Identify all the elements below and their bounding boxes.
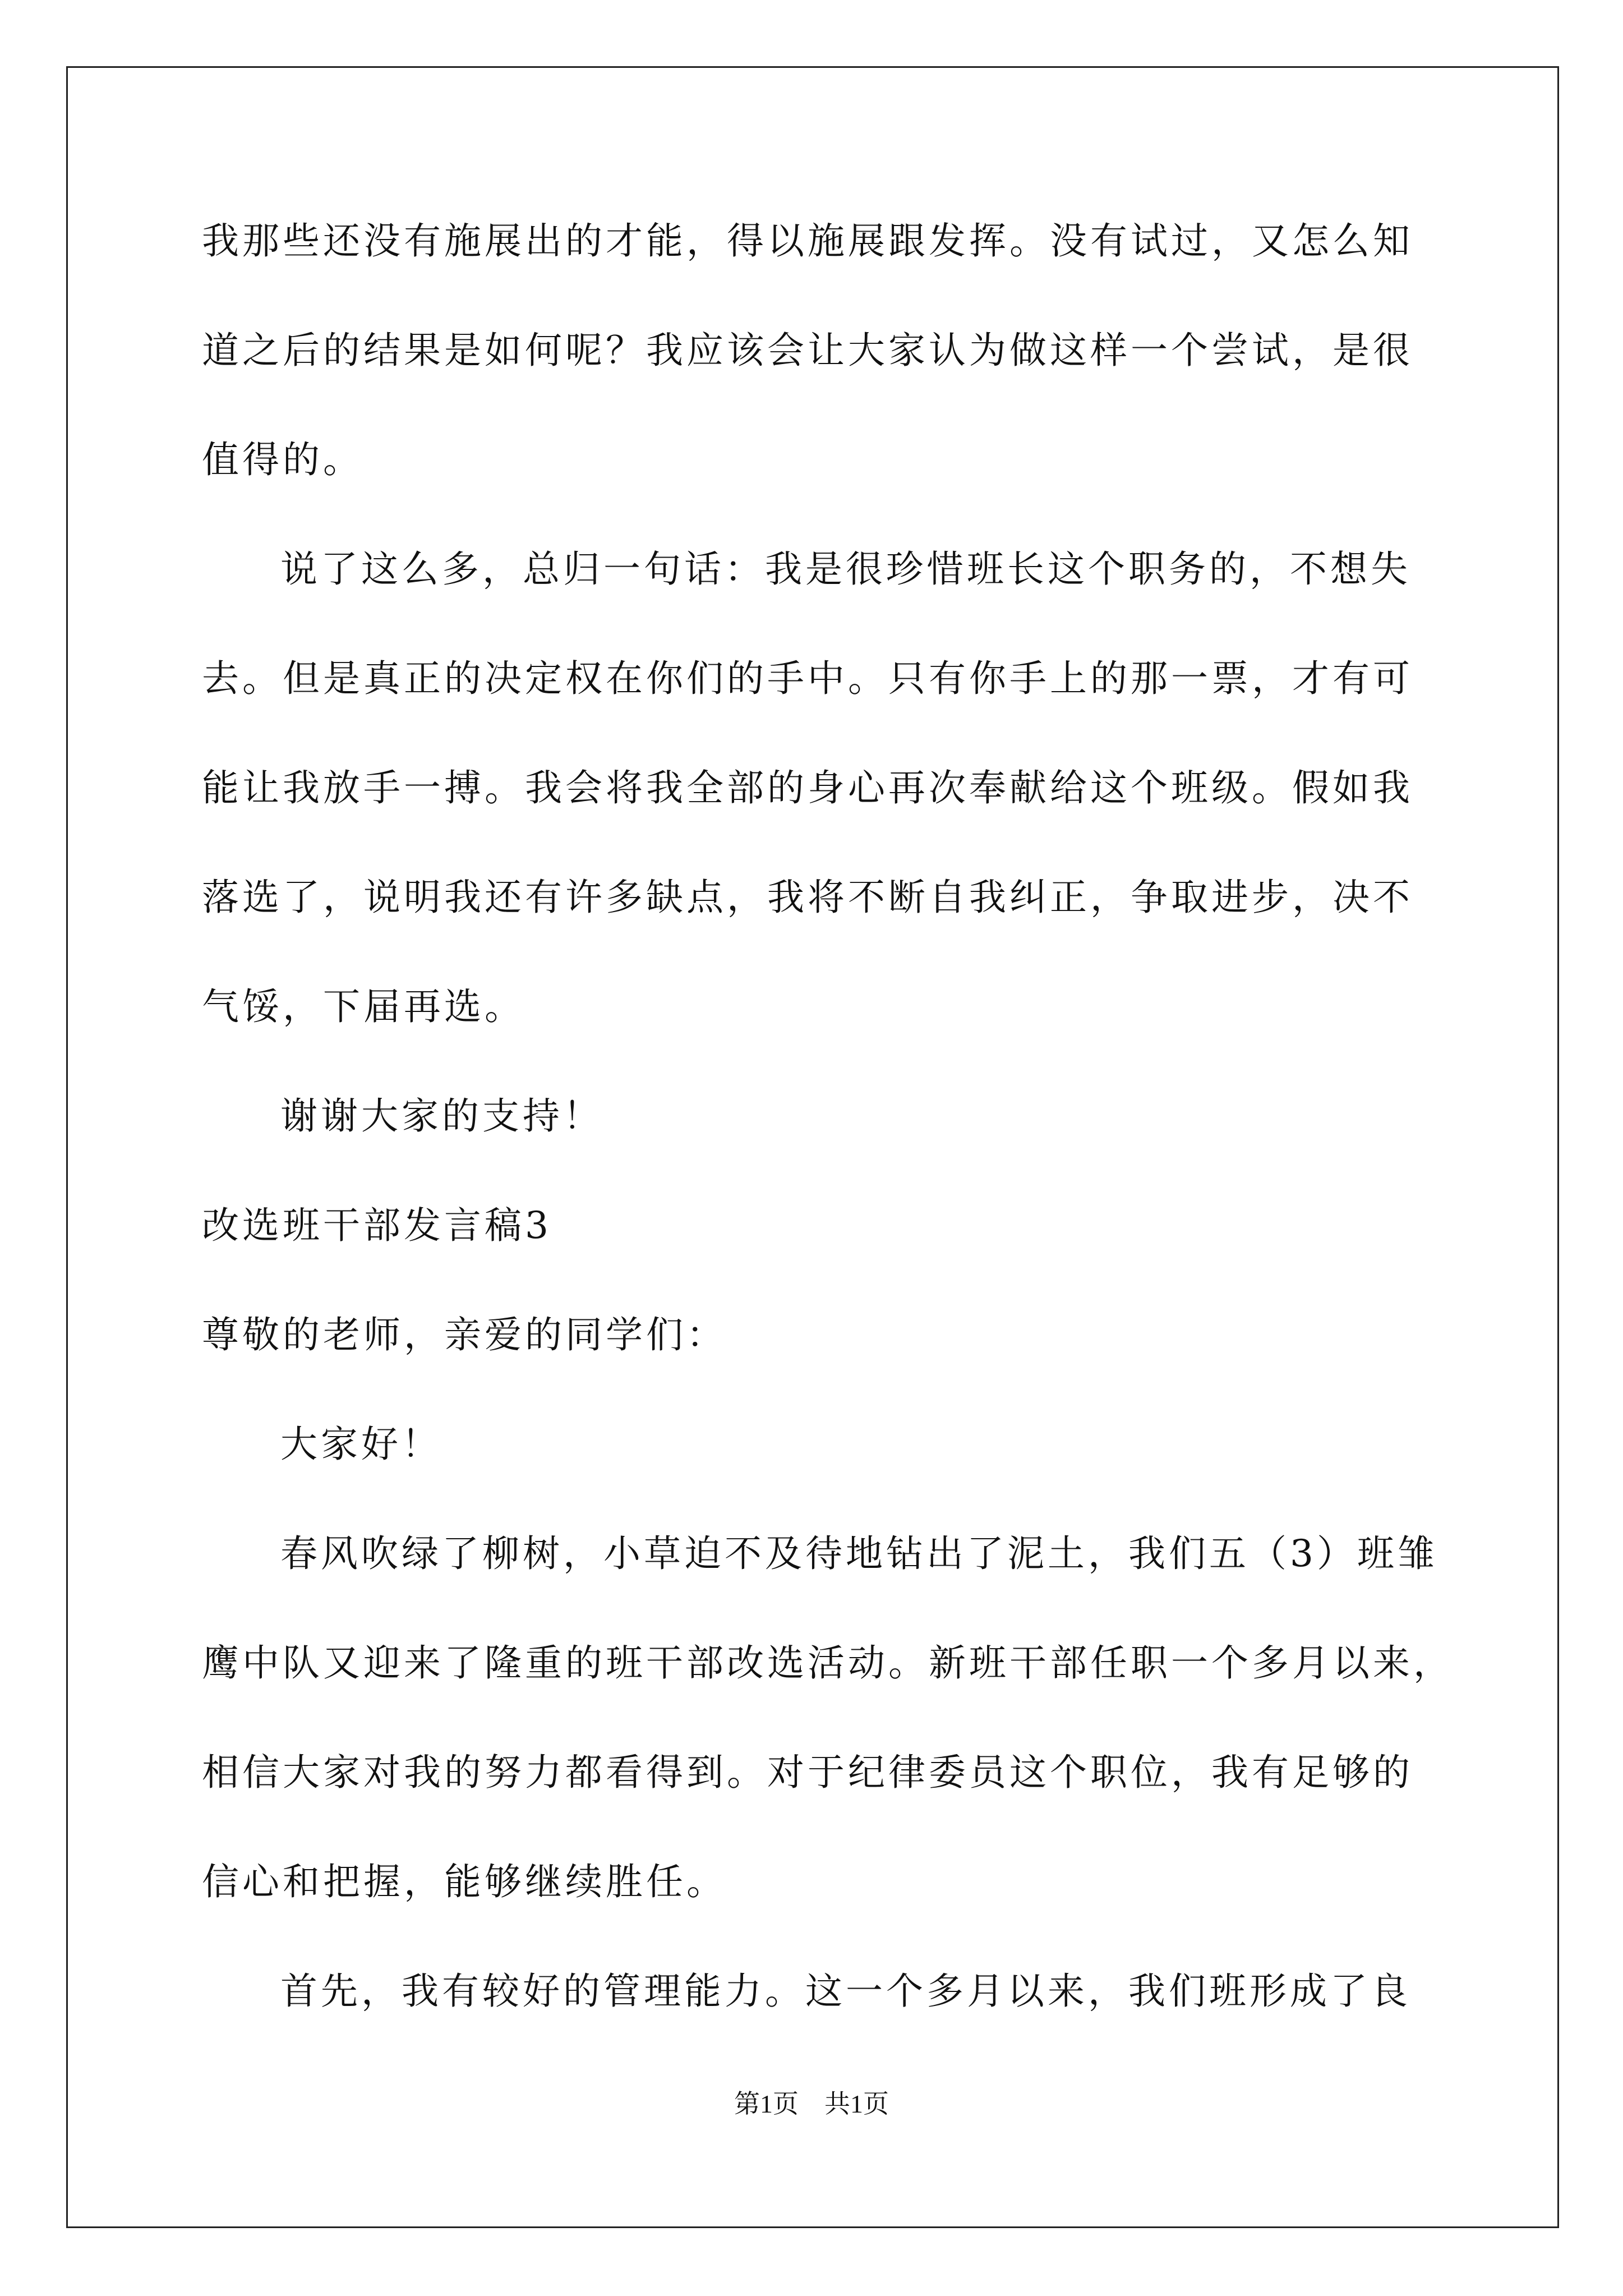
paragraph-line: 谢谢大家的支持！ — [280, 1094, 603, 1138]
paragraph-line: 鹰中队又迎来了隆重的班干部改选活动。新班干部任职一个多月以来， — [202, 1641, 1454, 1685]
paragraph-line: 道之后的结果是如何呢？我应该会让大家认为做这样一个尝试，是很 — [202, 329, 1413, 372]
paragraph-line: 相信大家对我的努力都看得到。对于纪律委员这个职位，我有足够的 — [202, 1751, 1413, 1794]
paragraph-line: 去。但是真正的决定权在你们的手中。只有你手上的那一票，才有可 — [202, 657, 1413, 700]
paragraph-line: 值得的。 — [202, 438, 363, 481]
paragraph-line: 落选了，说明我还有许多缺点，我将不断自我纠正，争取进步，决不 — [202, 876, 1413, 919]
paragraph-line: 春风吹绿了柳树，小草迫不及待地钻出了泥土，我们五（3）班雏 — [280, 1532, 1438, 1575]
greeting: 大家好！ — [280, 1423, 442, 1466]
paragraph-line: 说了这么多，总归一句话：我是很珍惜班长这个职务的，不想失 — [280, 547, 1411, 591]
paragraph-line: 我那些还没有施展出的才能，得以施展跟发挥。没有试过，又怎么知 — [202, 219, 1413, 263]
paragraph-line: 首先，我有较好的管理能力。这一个多月以来，我们班形成了良 — [280, 1970, 1411, 2013]
page-footer: 第1页 共1页 — [734, 2090, 889, 2118]
paragraph-line: 气馁，下届再选。 — [202, 985, 525, 1028]
paragraph-line: 信心和把握，能够继续胜任。 — [202, 1860, 727, 1903]
salutation: 尊敬的老师，亲爱的同学们： — [202, 1313, 727, 1356]
section-heading: 改选班干部发言稿3 — [202, 1204, 552, 1247]
paragraph-line: 能让我放手一搏。我会将我全部的身心再次奉献给这个班级。假如我 — [202, 766, 1413, 809]
